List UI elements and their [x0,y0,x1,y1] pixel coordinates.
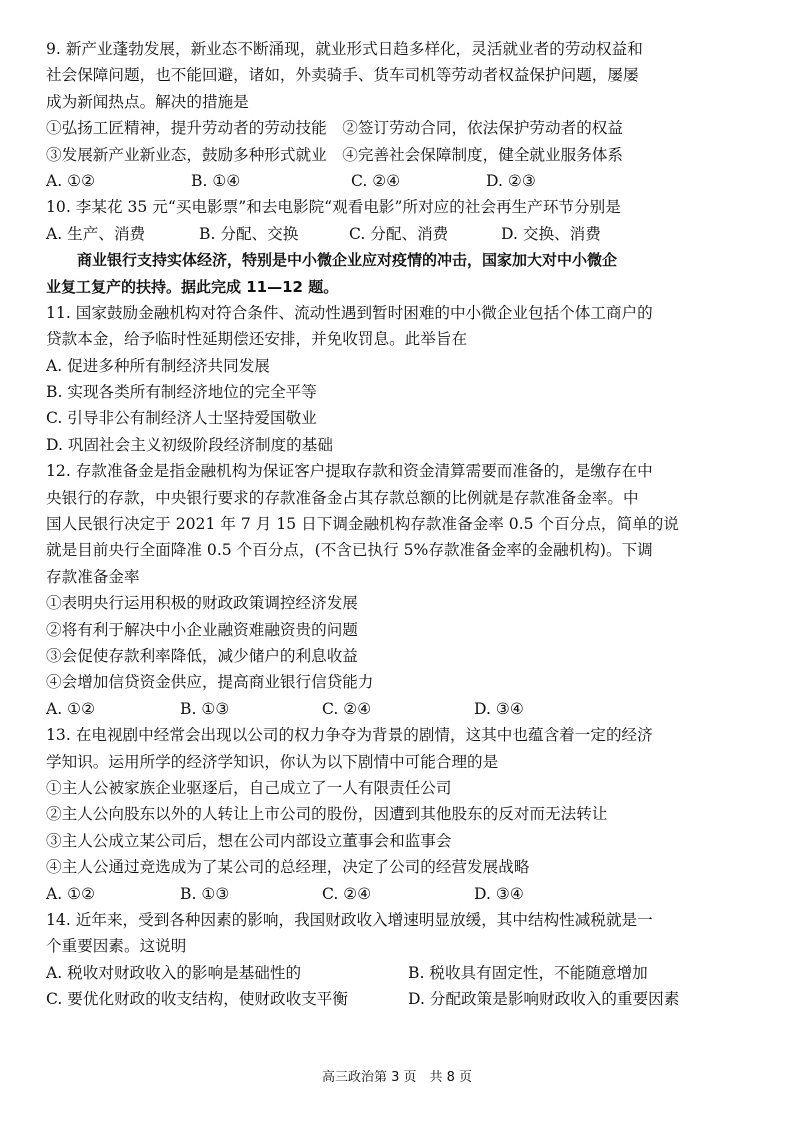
option-d: D. ②③ [486,171,536,190]
statement-item: ①弘扬工匠精神，提升劳动者的劳动技能 ②签订劳动合同，依法保护劳动者的权益 [46,119,623,138]
question-9 [46,36,746,194]
statement-item: ②将有利于解决中小企业融资难融资贵的问题 [46,620,358,639]
question-stem-line: 13. 在电视剧中经常会出现以公司的权力争夺为背景的剧情，这其中也蕴含着一定的经济 [46,726,653,745]
option-c: C. ②④ [351,171,401,190]
question-stem-line: 10. 李某花 35 元“买电影票”和去电影院“观看电影”所对应的社会再生产环节分别是 [46,198,621,217]
statement-item: ①主人公被家族企业驱逐后，自己成立了一人有限责任公司 [46,778,452,797]
statement-item: ①表明央行运用积极的财政政策调控经济发展 [46,594,358,613]
question-stem-line: 14. 近年来，受到各种因素的影响，我国财政收入增速明显放缓，其中结构性减税就是一 [46,910,653,929]
option-b: B. 实现各类所有制经济地位的完全平等 [46,383,317,402]
answer-options [46,986,746,1012]
option-a: A. 生产、消费 [46,224,146,243]
question-11 [46,300,746,458]
option-a: A. 税收对财政收入的影响是基础性的 [46,963,302,982]
question-13 [46,722,746,907]
question-stem-line: 存款准备金率 [46,567,140,586]
question-stem-line: 9. 新产业蓬勃发展，新业态不断涌现，就业形式日趋多样化，灵活就业者的劳动权益和 [46,40,643,58]
question-stem-line: 社会保障问题，也不能回避，诸如，外卖骑手、货车司机等劳动者权益保护问题，屡屡 [46,66,639,85]
answer-options [46,960,746,986]
option-b: B. ①③ [180,699,230,718]
statement-item: ③会促使存款利率降低，减少储户的利息收益 [46,646,358,665]
reading-line: 商业银行支持实体经济，特别是中小微企业应对疫情的冲击，国家加大对中小微企 [77,251,618,270]
statement-item: ④会增加信贷资金供应，提高商业银行信贷能力 [46,673,374,692]
option-b: B. ①④ [191,171,241,190]
question-14 [46,907,746,1013]
question-stem-line: 贷款本金，给予临时性延期偿还安排，并免收罚息。此举旨在 [46,330,468,349]
option-a: A. ①② [46,884,96,903]
question-stem-line: 个重要因素。这说明 [46,937,187,956]
question-stem-line: 学知识。运用所学的经济学知识，你认为以下剧情中可能合理的是 [46,752,499,771]
option-d: D. ③④ [474,884,524,903]
answer-options [46,696,746,722]
option-a: A. 促进多种所有制经济共同发展 [46,356,270,375]
option-a: A. ①② [46,171,96,190]
statement-item: ③主人公成立某公司后，想在公司内部设立董事会和监事会 [46,831,452,850]
question-stem-line: 成为新闻热点。解决的措施是 [46,92,249,111]
option-c: C. 要优化财政的收支结构，使财政收支平衡 [46,990,348,1009]
option-b: B. ①③ [180,884,230,903]
option-d: D. 巩固社会主义初级阶段经济制度的基础 [46,435,333,454]
option-c: C. 分配、消费 [349,224,449,243]
question-12 [46,458,746,722]
option-c: C. 引导非公有制经济人士坚持爱国敬业 [46,409,317,428]
statement-item: ②主人公向股东以外的人转让上市公司的股份，因遭到其他股东的反对而无法转让 [46,805,608,824]
question-10 [46,194,746,247]
option-d: D. 交换、消费 [501,224,601,243]
question-stem-line: 国人民银行决定于 2021 年 7 月 15 日下调金融机构存款准备金率 0.5 个百分点，简单的说 [46,515,679,534]
reading-line: 业复工复产的扶持。据此完成 11—12 题。 [46,277,339,296]
question-stem-line: 央银行的存款，中央银行要求的存款准备金占其存款总额的比例就是存款准备金率。中 [46,488,639,507]
page-footer: 高三政治第 3 页 共 8 页 [321,1070,473,1085]
option-c: C. ②④ [322,699,372,718]
question-stem-line: 12. 存款准备金是指金融机构为保证客户提取存款和资金清算需要而准备的，是缴存在中 [46,462,653,481]
question-stem-line: 11. 国家鼓励金融机构对符合条件、流动性遇到暂时困难的中小微企业包括个体工商户的 [46,303,653,322]
option-d: D. 分配政策是影响财政收入的重要因素 [408,990,680,1009]
reading-material [46,247,746,300]
option-c: C. ②④ [322,884,372,903]
option-d: D. ③④ [474,699,524,718]
question-stem-line: 就是目前央行全面降准 0.5 个百分点，(不含已执行 5%存款准备金率的金融机构)。下调 [46,541,653,560]
option-b: B. 税收具有固定性，不能随意增加 [408,963,648,982]
answer-options [46,221,746,247]
option-a: A. ①② [46,699,96,718]
statement-item: ④主人公通过竞选成为了某公司的总经理，决定了公司的经营发展战略 [46,858,530,877]
statement-item: ③发展新产业新业态，鼓励多种形式就业 ④完善社会保障制度，健全就业服务体系 [46,145,623,164]
exam-page [46,36,746,1012]
answer-options [46,881,746,907]
option-b: B. 分配、交换 [199,224,299,243]
answer-options [46,168,746,194]
